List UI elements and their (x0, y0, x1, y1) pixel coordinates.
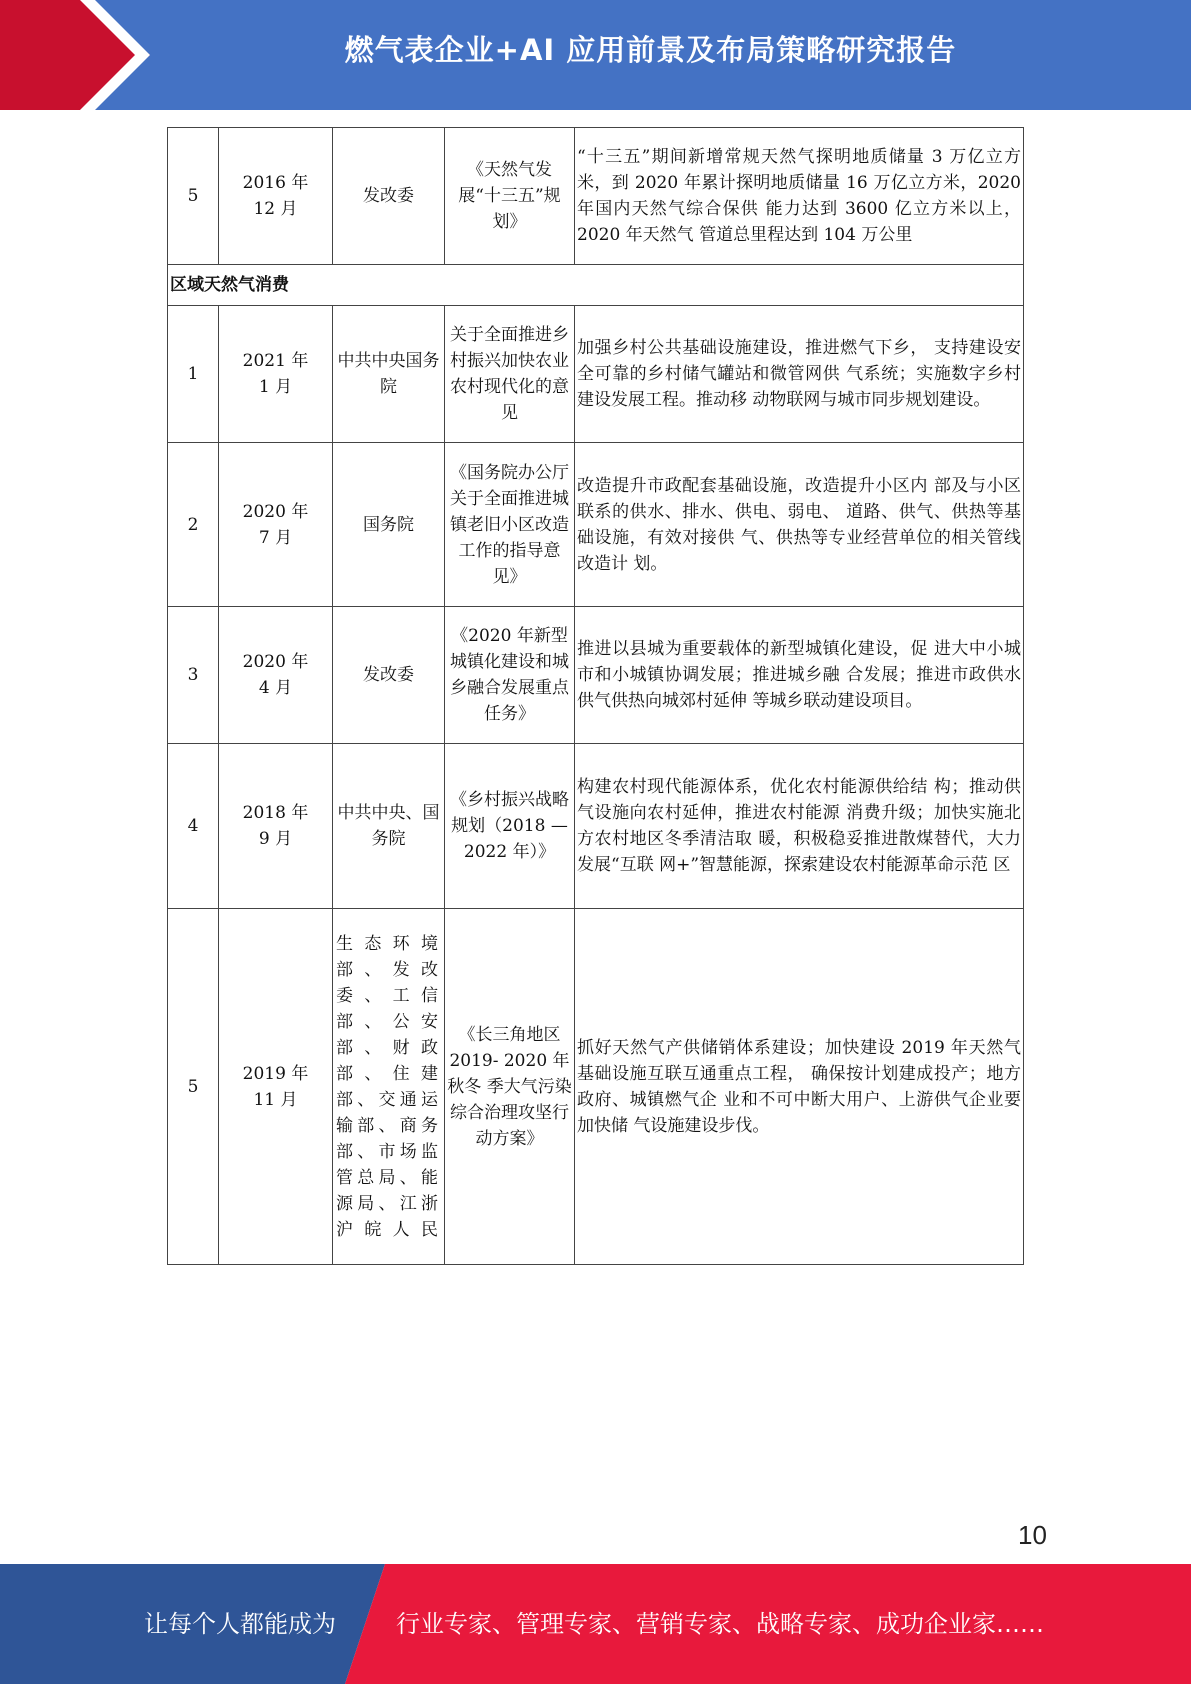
row-date: 2018 年 9 月 (219, 744, 333, 909)
row-document: 《乡村振兴战略规划（2018 — 2022 年）》 (445, 744, 575, 909)
row-document: 《2020 年新型城镇化建设和城乡融合发展重点任务》 (445, 607, 575, 744)
row-date: 2019 年 11 月 (219, 909, 333, 1265)
row-issuer: 发改委 (333, 607, 445, 744)
row-number: 2 (168, 443, 219, 607)
row-number: 3 (168, 607, 219, 744)
section-row (168, 265, 1024, 306)
row-content: 构建农村现代能源体系，优化农村能源供给结 构；推动供气设施向农村延伸，推进农村能源 消费升级；加快实施北方农村地区冬季清洁取 暖，积极稳妥推进散煤替代，大力发展“互联 网+”智慧能源，探索建设农村能源革命示范 区 (575, 744, 1024, 909)
row-date: 2021 年 1 月 (219, 306, 333, 443)
row-content: 推进以县城为重要载体的新型城镇化建设，促 进大中小城市和小城镇协调发展；推进城乡融 合发展；推进市政供水供气供热向城郊村延伸 等城乡联动建设项目。 (575, 607, 1024, 744)
row-number: 5 (168, 909, 219, 1265)
row-content: 加强乡村公共基础设施建设，推进燃气下乡， 支持建设安全可靠的乡村储气罐站和微管网供 气系统；实施数字乡村建设发展工程。推动移 动物联网与城市同步规划建设。 (575, 306, 1024, 443)
row-number: 1 (168, 306, 219, 443)
table-row (168, 128, 1024, 265)
row-number: 5 (168, 128, 219, 265)
report-title: 燃气表企业+AI 应用前景及布局策略研究报告 (344, 33, 957, 67)
row-content: “十三五”期间新增常规天然气探明地质储量 3 万亿立方米，到 2020 年累计探明地质储量 16 万亿立方米，2020 年国内天然气综合保供 能力达到 3600 亿立方米以上，2020 年天然气 管道总里程达到 104 万公里 (575, 128, 1024, 265)
footer-slogan-left: 让每个人都能成为 (144, 1610, 336, 1638)
row-date: 2016 年 12 月 (219, 128, 333, 265)
table-row (168, 443, 1024, 607)
row-issuer: 生态环境部、发改委、工信部、公安部、财政部、住建部、交通运输部、商务部、市场监管总局、能源局、江浙沪皖人民 (333, 909, 445, 1265)
section-title: 区域天然气消费 (168, 265, 1024, 306)
header-banner (0, 0, 1191, 110)
row-issuer: 发改委 (333, 128, 445, 265)
row-date: 2020 年 7 月 (219, 443, 333, 607)
row-date: 2020 年 4 月 (219, 607, 333, 744)
footer-banner (0, 1564, 1191, 1684)
table-row (168, 909, 1024, 1265)
row-issuer: 国务院 (333, 443, 445, 607)
footer-slogan-right: 行业专家、管理专家、营销专家、战略专家、成功企业家…… (396, 1610, 1044, 1638)
table-row (168, 607, 1024, 744)
table-row (168, 306, 1024, 443)
row-content: 抓好天然气产供储销体系建设；加快建设 2019 年天然气基础设施互联互通重点工程， 确保按计划建成投产；地方政府、城镇燃气企 业和不可中断大用户、上游供气企业要加快储 气设施建设步伐。 (575, 909, 1024, 1265)
row-document: 《天然气发展“十三五”规划》 (445, 128, 575, 265)
header-arrow-decoration (0, 0, 150, 110)
table-row (168, 744, 1024, 909)
row-document: 《长三角地区 2019- 2020 年秋冬 季大气污染 综合治理攻坚行动方案》 (445, 909, 575, 1265)
row-issuer: 中共中央、国务院 (333, 744, 445, 909)
page-number: 10 (1018, 1520, 1047, 1550)
row-document: 《国务院办公厅关于全面推进城镇老旧小区改造工作的指导意见》 (445, 443, 575, 607)
row-number: 4 (168, 744, 219, 909)
row-document: 关于全面推进乡村振兴加快农业农村现代化的意见 (445, 306, 575, 443)
policy-table (167, 127, 1024, 1265)
row-content: 改造提升市政配套基础设施，改造提升小区内 部及与小区联系的供水、排水、供电、弱电、 道路、供气、供热等基础设施，有效对接供 气、供热等专业经营单位的相关管线改造计 划。 (575, 443, 1024, 607)
row-issuer: 中共中央国务院 (333, 306, 445, 443)
